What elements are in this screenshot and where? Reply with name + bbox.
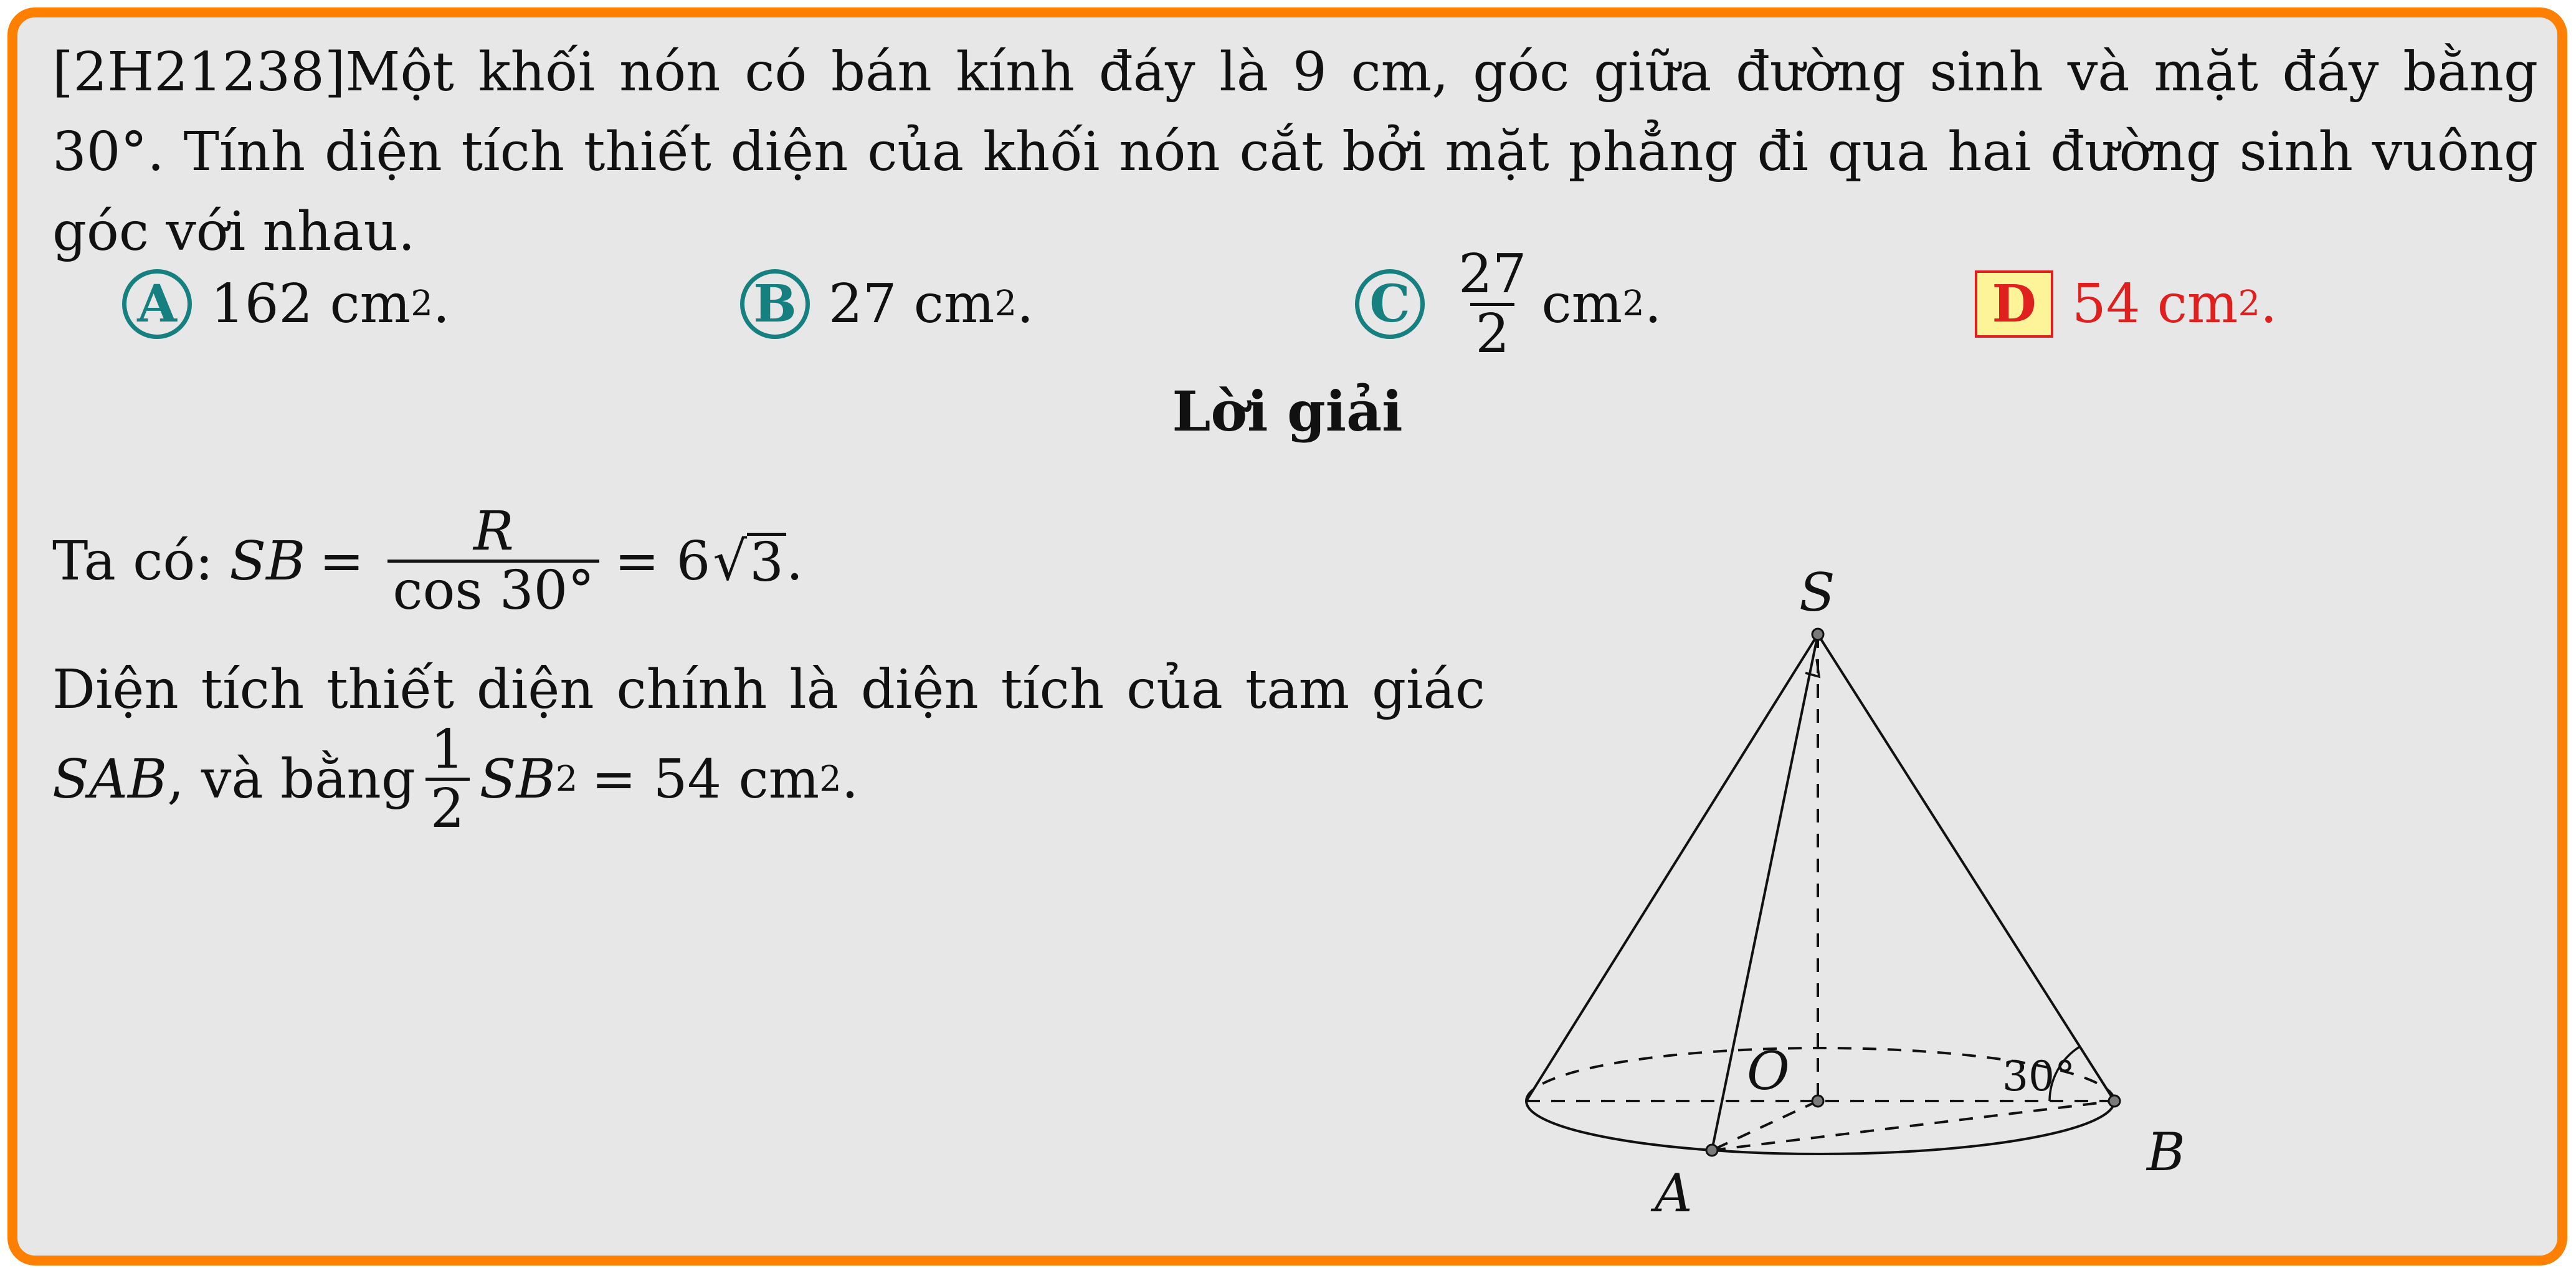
- generatrix-left: [1526, 634, 1818, 1101]
- solution-line-3-numerator: 1: [430, 718, 465, 781]
- solution-line-1-tail: .: [786, 530, 804, 593]
- option-c-badge: C: [1355, 269, 1425, 339]
- solution-line-1-lhs: SB: [229, 530, 306, 593]
- solution-line-3-tri: SAB: [52, 748, 168, 811]
- solution-line-1-eq2: = 6: [614, 530, 711, 593]
- option-d-tail: .: [2260, 273, 2278, 335]
- solution-line-1-prefix: Ta có:: [52, 530, 214, 593]
- base-ellipse-front: [1526, 1101, 2114, 1154]
- option-c-denominator: 2: [1470, 303, 1514, 362]
- option-d-value: 54 cm: [2072, 273, 2238, 335]
- label-s: S: [1799, 562, 1835, 623]
- point-s: [1812, 629, 1823, 640]
- solution-line-1-denominator: cos 30°: [387, 560, 599, 619]
- option-c-numerator: 27: [1458, 243, 1527, 306]
- solution-line-1-root: 3: [747, 533, 786, 589]
- option-d[interactable]: D 54 cm 2 .: [1975, 242, 2277, 366]
- option-b-value: 27 cm: [829, 273, 995, 335]
- point-b: [2109, 1095, 2120, 1107]
- segment-ab: [1712, 1101, 2114, 1150]
- solution-line-3: SAB , và bằng $\frac{1}{2}$ SB 2 = 54 cm 2 .: [52, 718, 859, 841]
- option-d-badge: D: [1975, 270, 2053, 338]
- label-o: O: [1747, 1041, 1790, 1102]
- sqrt-icon: √: [713, 530, 748, 593]
- point-a: [1706, 1145, 1718, 1156]
- option-c-tail: .: [1644, 273, 1662, 335]
- label-a: A: [1655, 1163, 1693, 1224]
- option-a-badge: A: [122, 269, 192, 339]
- option-b-tail: .: [1017, 273, 1034, 335]
- option-b-badge: B: [740, 269, 810, 339]
- label-angle: 30°: [2002, 1052, 2075, 1100]
- option-c-unit: cm: [1541, 273, 1623, 335]
- solution-line-1-numerator: R: [473, 500, 514, 563]
- option-a-tail: .: [432, 273, 450, 335]
- label-b: B: [2147, 1122, 2185, 1183]
- solution-line-1-eq: =: [319, 530, 364, 593]
- solution-line-3-expr: SB: [479, 748, 556, 811]
- option-c[interactable]: C $\frac{27}{2}$ cm 2 .: [1355, 242, 1661, 366]
- solution-line-2: Diện tích thiết diện chính là diện tích của tam giác: [52, 659, 1485, 721]
- point-o: [1812, 1095, 1823, 1107]
- generatrix-right: [1818, 634, 2114, 1101]
- problem-card: [7, 7, 2567, 1266]
- option-a[interactable]: A 162 cm 2 .: [122, 242, 450, 366]
- solution-line-3-mid: , và bằng: [167, 748, 416, 811]
- option-b[interactable]: B 27 cm 2 .: [740, 242, 1034, 366]
- solution-title: Lời giải: [1172, 379, 1403, 444]
- question-text: [2H21238]Một khối nón có bán kính đáy là 9 cm, góc giữa đường sinh và mặt đáy bằng 30°. Tính diện tích thiết diện của khối nón cắt bởi mặt phẳng đi qua hai đường sinh vuông góc với nhau.: [52, 41, 2538, 263]
- cone-figure: [17, 17, 2557, 1256]
- solution-line-3-rest: = 54 cm: [591, 748, 820, 811]
- option-a-value: 162 cm: [211, 273, 411, 335]
- solution-line-3-denominator: 2: [425, 778, 470, 837]
- solution-line-3-tail: .: [841, 748, 859, 811]
